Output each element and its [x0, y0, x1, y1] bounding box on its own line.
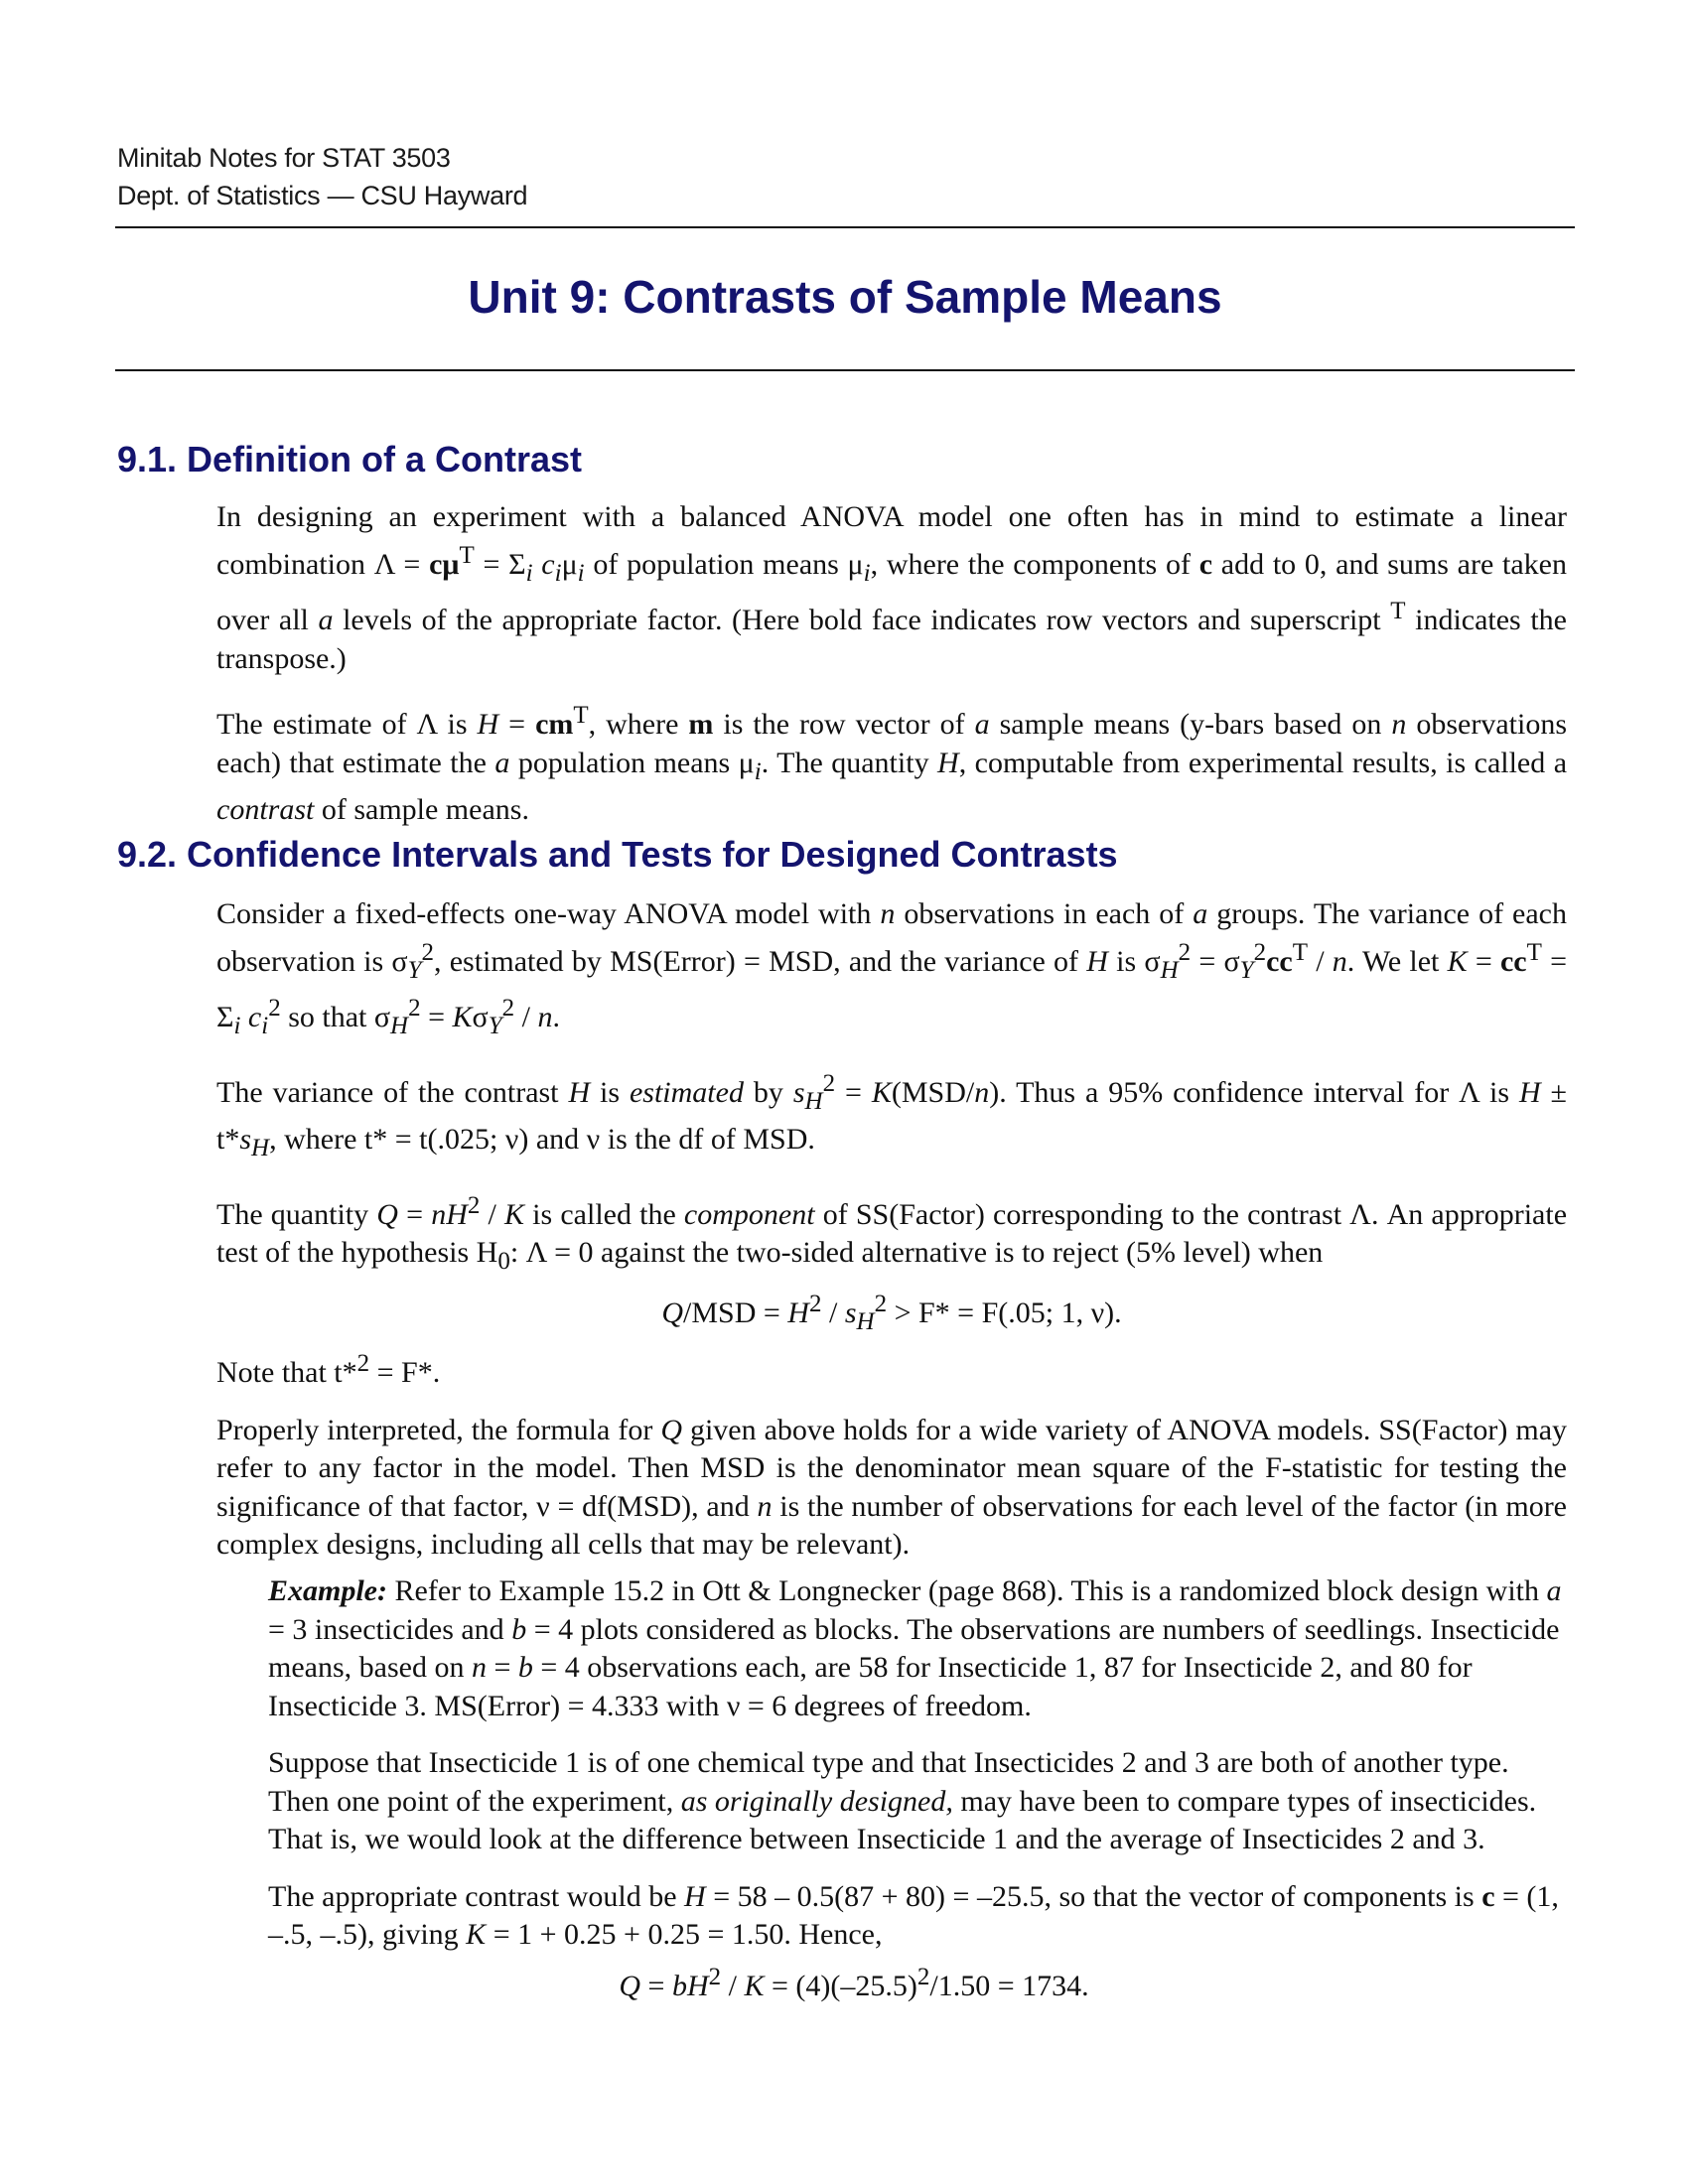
header-department: Dept. of Statistics — CSU Hayward	[117, 181, 528, 210]
paragraph-contrast-definition: In designing an experiment with a balanced ANOVA model one often has in mind to estimate a linear combination $\Lambda = c\mu^T = \Sigma_i$ $c_i\mu_i$ of population means $\mu_i$, where the components of c add to 0, and sums are taken over all a levels of the appropriate factor. (Here bold face indicates row vectors and superscript $^T$ indicates the transpose.)	[216, 500, 1567, 675]
example-intro: Example: Refer to Example 15.2 in Ott & Longnecker (page 868). This is a randomized block design with a = 3 insecticides and b = 4 plots considered as blocks. The observations are numbers of seedlings. Insecticide means, based on n = b = 4 observations each, are 58 for Insecticide 1, 87 for Insecticide 2, and 80 for Insecticide 3. MS(Error) = 4.333 with ν = 6 degrees of freedom.	[268, 1574, 1562, 1722]
paragraph-confidence-interval: The variance of the contrast H is estimated by $s_H^2 = K(MSD/n)$. Thus a 95% confidence interval for Λ is $H \pm t*s_H$, where t* = t(.025; ν) and ν is the df of MSD.	[216, 1069, 1567, 1161]
paragraph-contrast-estimate: The estimate of Λ is $H = cm^T$, where m is the row vector of a sample means (y-bars based on n observations each) that estimate the a population means $\mu_i$. The quantity H, computable from experimental results, is called a contrast of sample means.	[216, 702, 1568, 826]
title-rule	[115, 369, 1575, 371]
example-block	[268, 1572, 1569, 2024]
example-contrast: The appropriate contrast would be H = 58 – 0.5(87 + 80) = –25.5, so that the vector of components is c = (1, –.5, –.5), giving K = 1 + 0.25 + 0.25 = 1.50. Hence,	[268, 1879, 1559, 1951]
section-heading-9-1: 9.1. Definition of a Contrast	[117, 439, 583, 479]
page-title: Unit 9: Contrasts of Sample Means	[468, 271, 1222, 323]
section-9-1-body	[216, 498, 1567, 849]
section-heading-9-2: 9.2. Confidence Intervals and Tests for Designed Contrasts	[117, 834, 1118, 875]
running-header	[117, 139, 527, 214]
equation-component: $Q = bH^2 / K = (4)(-25.5)^2/1.50 = 1734$.	[619, 1963, 1089, 2002]
section-9-2-body	[216, 895, 1567, 1583]
paragraph-note: Note that t*$^2$ = F*.	[216, 1350, 441, 1389]
header-course: Minitab Notes for STAT 3503	[117, 143, 451, 173]
equation-f-test: $Q/MSD = H^2 / s_H^2 > F* = F(.05$; 1, ν).	[661, 1290, 1122, 1335]
paragraph-one-way-anova: Consider a fixed-effects one-way ANOVA model with n observations in each of a groups. The variance of each observation is $\sigma_Y^2$, estimated by MS(Error) = MSD, and the variance of H is $\sigma_H^2 = \sigma_Y^2cc^T / n$. We let $K = cc^T = \Sigma_i$ $c_i^2$ so that $\sigma_H^2 = K\sigma_Y^2 / n$.	[216, 897, 1568, 1039]
paragraph-interpretation: Properly interpreted, the formula for Q given above holds for a wide variety of ANOVA models. SS(Factor) may refer to any factor in the model. Then MSD is the denominator mean square of the F-statistic for testing the significance of that factor, ν = df(MSD), and n is the number of observations for each level of the factor (in more complex designs, including all cells that may be relevant).	[216, 1413, 1568, 1561]
header-rule	[115, 226, 1575, 228]
example-design: Suppose that Insecticide 1 is of one chemical type and that Insecticides 2 and 3 are both of another type. Then one point of the experiment, as originally designed, may have been to compare types of insecticides. That is, we would look at the difference between Insecticide 1 and the average of Insecticides 2 and 3.	[268, 1746, 1537, 1855]
paragraph-component-test: The quantity $Q = nH^2 / K$ is called the component of SS(Factor) corresponding to the contrast Λ. An appropriate test of the hypothesis $H_0$: Λ = 0 against the two-sided alternative is to reject (5% level) when	[216, 1191, 1568, 1275]
